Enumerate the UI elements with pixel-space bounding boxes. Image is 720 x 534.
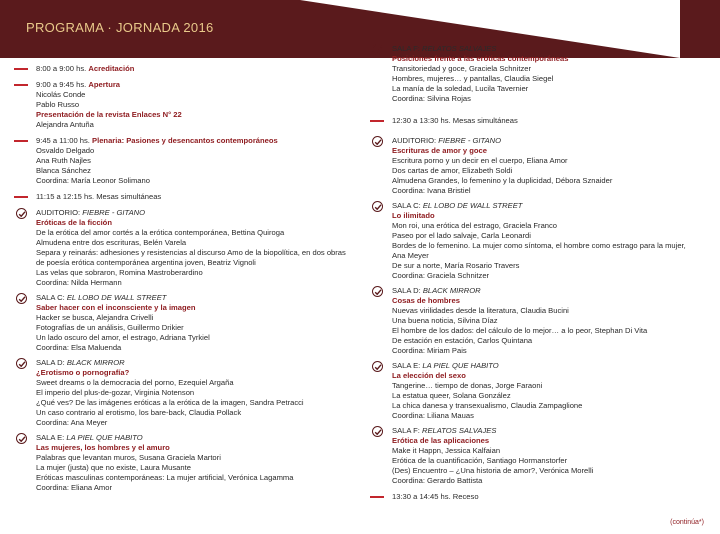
time-bar bbox=[14, 196, 28, 198]
session-item: Un caso contrario al erotismo, los bare-back, Claudia Pollack bbox=[36, 408, 242, 417]
session-item: Paseo por el lado salvaje, Carla Leonardi bbox=[392, 231, 531, 240]
check-circle-icon bbox=[16, 293, 27, 304]
session-item: De estación en estación, Carlos Quintana bbox=[392, 336, 533, 345]
session-item: ¿Qué ves? De las imágenes eróticas a la erótica de la imagen, Sandra Petracci bbox=[36, 398, 304, 407]
time-label: Apertura bbox=[88, 80, 121, 89]
session-item: De sur a norte, María Rosario Travers bbox=[392, 261, 520, 270]
session-item: Transitoriedad y goce, Graciela Schnitzer bbox=[392, 64, 532, 73]
time-text: 11:15 a 12:15 hs. Mesas simultáneas bbox=[36, 192, 162, 201]
session-item: Dos cartas de amor, Elizabeth Soldi bbox=[392, 166, 513, 175]
session-room: SALA C: bbox=[392, 201, 421, 210]
check-circle-icon bbox=[372, 136, 383, 147]
continue-note: (continúa*) bbox=[670, 519, 704, 526]
time-text: 12:30 a 13:30 hs. Mesas simultáneas bbox=[392, 116, 518, 125]
session-film: LA PIEL QUE HABITO bbox=[422, 361, 499, 370]
session-item: Make it Happn, Jessica Kalfaian bbox=[392, 446, 501, 455]
session-title: Posiciones frente a las eróticas contemporáneas bbox=[392, 54, 569, 63]
session-film: EL LOBO DE WALL STREET bbox=[422, 201, 523, 210]
session-coordinator: Coordina: Silvina Rojas bbox=[392, 94, 471, 103]
session-item: Las velas que sobraron, Romina Mastroberardino bbox=[36, 268, 203, 277]
session-item: La chica danesa y transexualismo, Claudia Zampaglione bbox=[392, 401, 583, 410]
session-coordinator: Coordina: Ana Meyer bbox=[36, 418, 108, 427]
session-film: BLACK MIRROR bbox=[422, 286, 481, 295]
session-room: SALA E: bbox=[36, 433, 65, 442]
time-slot-mesas-2 bbox=[370, 116, 712, 126]
check-circle-icon bbox=[16, 358, 27, 369]
session-sala-c bbox=[14, 293, 352, 353]
check-circle-icon bbox=[372, 201, 383, 212]
session-coordinator: Coordina: Miriam Pais bbox=[392, 346, 467, 355]
session-item: Almudena Grandes, lo femenino y la duplicidad, Débora Sznaider bbox=[392, 176, 613, 185]
session-auditorio bbox=[14, 208, 352, 288]
left-column bbox=[14, 64, 352, 498]
session-room: SALA D: bbox=[392, 286, 421, 295]
session-coordinator: Coordina: Liliana Mauas bbox=[392, 411, 474, 420]
session-item: Ana Meyer bbox=[392, 251, 429, 260]
session-item: Escritura porno y un decir en el cuerpo, Eliana Amor bbox=[392, 156, 568, 165]
session-item: Nuevas virilidades desde la literatura, Claudia Bucini bbox=[392, 306, 569, 315]
coordinator-name: Coordina: María Leonor Solimano bbox=[36, 176, 150, 185]
time-bar bbox=[370, 120, 384, 122]
session-coordinator: Coordina: Ivana Bristiel bbox=[392, 186, 471, 195]
session-coordinator: Coordina: Nilda Hermann bbox=[36, 278, 122, 287]
session-film: RELATOS SALVAJES bbox=[421, 44, 497, 53]
speaker-name: Osvaldo Delgado bbox=[36, 146, 95, 155]
time-text: 9:45 a 11:00 hs. bbox=[36, 136, 90, 145]
session-film: RELATOS SALVAJES bbox=[421, 426, 497, 435]
session-item: Bordes de lo femenino. La mujer como síntoma, el hombre como estrago para la mujer, bbox=[392, 241, 686, 250]
page-title: PROGRAMA · JORNADA 2016 bbox=[26, 20, 214, 35]
session-item: La manía de la soledad, Lucila Tavernier bbox=[392, 84, 529, 93]
session-item: Erótica de la cuantificación, Santiago Hormanstorfer bbox=[392, 456, 568, 465]
check-circle-icon bbox=[372, 286, 383, 297]
session-title: Erótica de las aplicaciones bbox=[392, 436, 490, 445]
session-film: FIEBRE - GITANO bbox=[82, 208, 146, 217]
session-item: Una buena noticia, Silvina Díaz bbox=[392, 316, 498, 325]
session-sala-e-2 bbox=[370, 361, 712, 421]
session-item: (Des) Encuentro – ¿Una historia de amor?, Verónica Morelli bbox=[392, 466, 594, 475]
session-title: Saber hacer con el inconsciente y la imagen bbox=[36, 303, 196, 312]
session-item: Hacker se busca, Alejandra Crivelli bbox=[36, 313, 154, 322]
session-sala-f-2 bbox=[370, 426, 712, 486]
session-item: Un lado oscuro del amor, el estrago, Adriana Tyrkiel bbox=[36, 333, 210, 342]
session-auditorio-2 bbox=[370, 136, 712, 196]
session-sala-e bbox=[14, 433, 352, 493]
session-room: SALA F: bbox=[392, 44, 420, 53]
session-room: SALA D: bbox=[36, 358, 65, 367]
session-coordinator: Coordina: Eliana Amor bbox=[36, 483, 112, 492]
speaker-name: Blanca Sánchez bbox=[36, 166, 91, 175]
session-item: El imperio del plus-de-gozar, Virginia Notenson bbox=[36, 388, 195, 397]
check-circle-icon bbox=[16, 208, 27, 219]
session-title: Las mujeres, los hombres y el amuro bbox=[36, 443, 170, 452]
time-label: Plenaria: Pasiones y desencantos contemporáneos bbox=[92, 136, 278, 145]
check-circle-icon bbox=[16, 433, 27, 444]
session-coordinator: Coordina: Gerardo Battista bbox=[392, 476, 483, 485]
session-room: AUDITORIO: bbox=[36, 208, 81, 217]
session-coordinator: Coordina: Graciela Schnitzer bbox=[392, 271, 490, 280]
presentation-title: Presentación de la revista Enlaces N° 22 bbox=[36, 110, 182, 119]
session-sala-f-top bbox=[370, 44, 712, 104]
session-item: de poesía erótica contemporánea argentina joven, Beatriz Vignoli bbox=[36, 258, 256, 267]
session-room: SALA F: bbox=[392, 426, 420, 435]
speaker-name: Ana Ruth Najles bbox=[36, 156, 91, 165]
session-item: Hombres, mujeres… y pantallas, Claudia Siegel bbox=[392, 74, 554, 83]
time-slot-mesas bbox=[14, 192, 352, 202]
session-item: Palabras que levantan muros, Susana Graciela Martori bbox=[36, 453, 221, 462]
check-circle-icon bbox=[372, 426, 383, 437]
session-item: Eróticas masculinas contemporáneas: La mujer artificial, Verónica Lagamma bbox=[36, 473, 294, 482]
time-slot-plenaria bbox=[14, 136, 352, 186]
presenter-name: Alejandra Antuña bbox=[36, 120, 94, 129]
time-slot-acreditacion bbox=[14, 64, 352, 74]
session-title: La elección del sexo bbox=[392, 371, 466, 380]
session-item: De la erótica del amor cortés a la erótica contemporánea, Bettina Quiroga bbox=[36, 228, 285, 237]
time-slot-apertura bbox=[14, 80, 352, 130]
time-label: Acreditación bbox=[88, 64, 135, 73]
session-title: ¿Erotismo o pornografía? bbox=[36, 368, 130, 377]
speaker-name: Nicolás Conde bbox=[36, 90, 86, 99]
check-circle-icon bbox=[372, 361, 383, 372]
session-sala-d bbox=[14, 358, 352, 428]
session-sala-c-2 bbox=[370, 201, 712, 281]
session-film: FIEBRE - GITANO bbox=[438, 136, 502, 145]
session-title: Escrituras de amor y goce bbox=[392, 146, 487, 155]
speaker-name: Pablo Russo bbox=[36, 100, 80, 109]
session-room: AUDITORIO: bbox=[392, 136, 437, 145]
session-item: Sweet dreams o la democracia del porno, Ezequiel Argaña bbox=[36, 378, 234, 387]
session-item: Fotografías de un análisis, Guillermo Drikier bbox=[36, 323, 184, 332]
session-item: Mon roi, una erótica del estrago, Graciela Franco bbox=[392, 221, 558, 230]
session-film: EL LOBO DE WALL STREET bbox=[66, 293, 167, 302]
session-title: Lo ilimitado bbox=[392, 211, 435, 220]
time-slot-receso bbox=[370, 492, 712, 502]
time-bar bbox=[14, 68, 28, 70]
session-coordinator: Coordina: Elsa Maluenda bbox=[36, 343, 122, 352]
session-room: SALA C: bbox=[36, 293, 65, 302]
session-item: La estatua queer, Solana González bbox=[392, 391, 511, 400]
session-title: Eróticas de la ficción bbox=[36, 218, 112, 227]
time-bar bbox=[14, 84, 28, 86]
right-column bbox=[370, 44, 712, 508]
session-title: Cosas de hombres bbox=[392, 296, 460, 305]
session-item: La mujer (justa) que no existe, Laura Musante bbox=[36, 463, 191, 472]
session-item: El hombre de los dados: del cálculo de lo mejor… a lo peor, Stephan Di Vita bbox=[392, 326, 648, 335]
session-film: BLACK MIRROR bbox=[66, 358, 125, 367]
session-room: SALA E: bbox=[392, 361, 421, 370]
session-item: Separa y reinarás: adhesiones y resistencias al discurso Amo de la biopolítica, en dos obras bbox=[36, 248, 346, 257]
time-text: 8:00 a 9:00 hs. bbox=[36, 64, 87, 73]
session-film: LA PIEL QUE HABITO bbox=[66, 433, 143, 442]
time-bar bbox=[370, 496, 384, 498]
time-text: 13:30 a 14:45 hs. Receso bbox=[392, 492, 479, 501]
check-circle-icon bbox=[372, 44, 383, 55]
session-sala-d-2 bbox=[370, 286, 712, 356]
session-item: Almudena entre dos escrituras, Belén Varela bbox=[36, 238, 187, 247]
time-text: 9:00 a 9:45 hs. bbox=[36, 80, 87, 89]
time-bar bbox=[14, 140, 28, 142]
session-item: Tangerine… tiempo de donas, Jorge Faraoni bbox=[392, 381, 543, 390]
